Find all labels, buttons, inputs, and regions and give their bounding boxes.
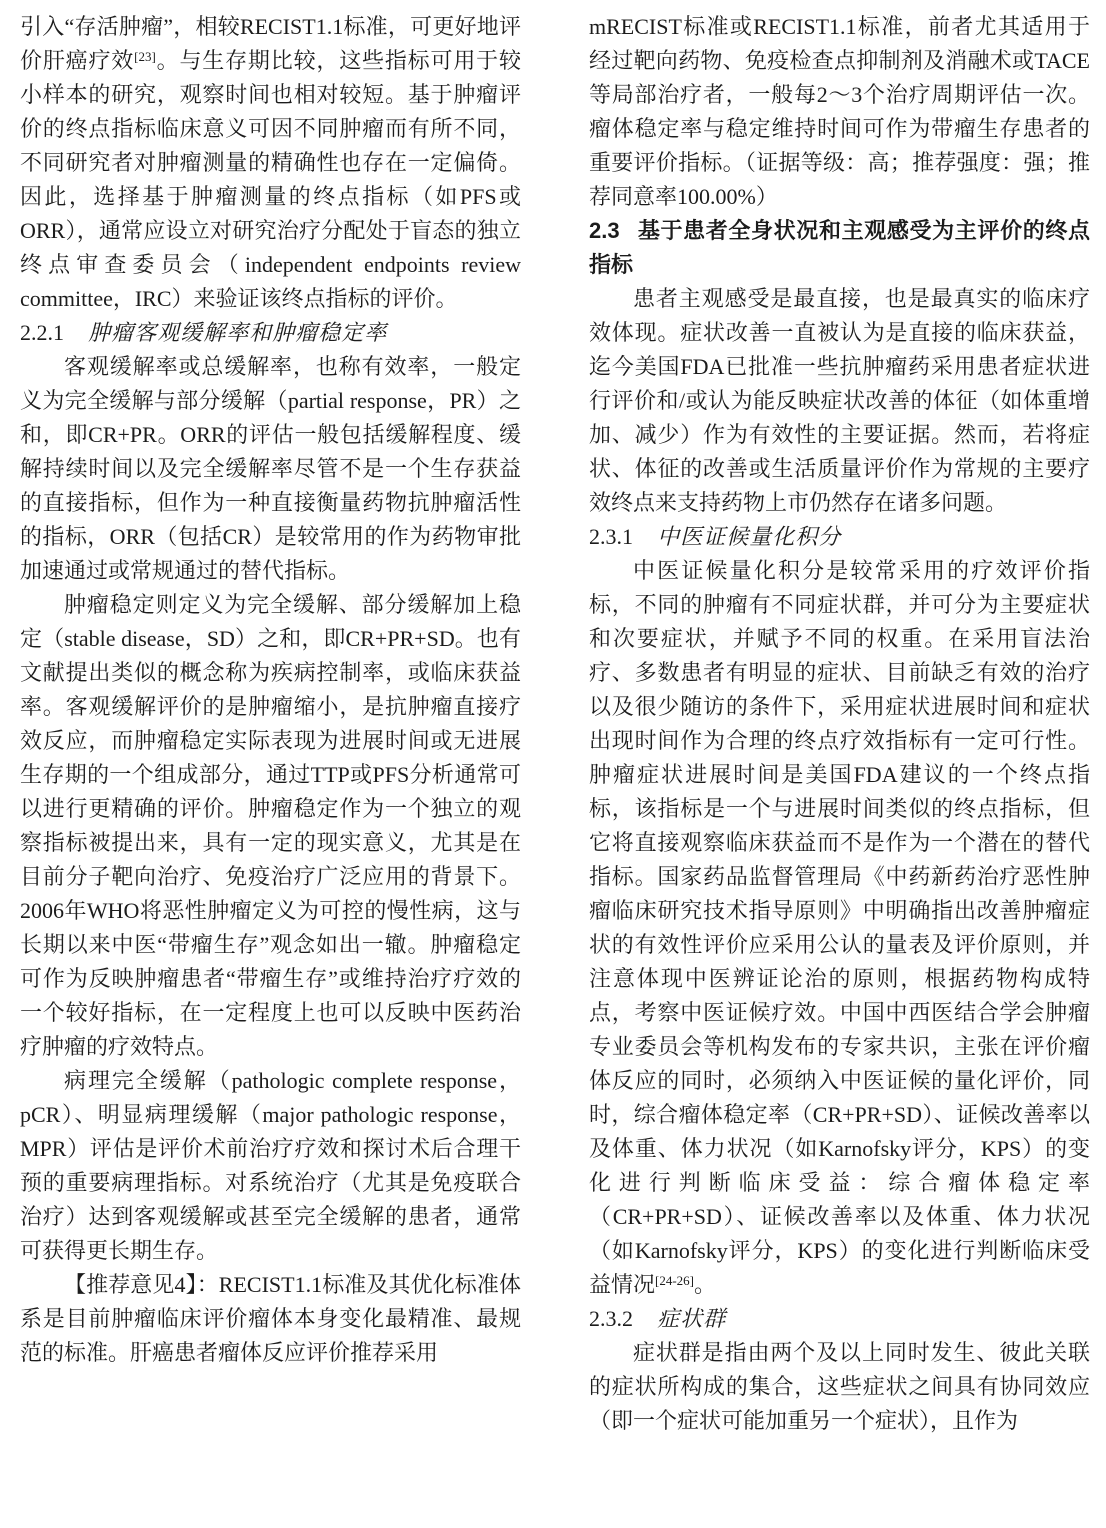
paragraph: 患者主观感受是最直接，也是最真实的临床疗效体现。症状改善一直被认为是直接的临床获益，迄今美国FDA已批准一些抗肿瘤药采用患者症状进行评价和/或认为能反映症状改善的体征（如体重增加、减少）作为有效性的主要证据。然而，若将症状、体征的改善或生活质量评价作为常规的主要疗效终点来支持药物上市仍然存在诸多问题。 (589, 286, 1090, 515)
heading-number: 2.3.2 (589, 1306, 633, 1331)
paragraph: 客观缓解率或总缓解率，也称有效率，一般定义为完全缓解与部分缓解（partial response，PR）之和，即CR+PR。ORR的评估一般包括缓解程度、缓解持续时间以及完全缓解率尽管不是一个生存获益的直接指标，但作为一种直接衡量药物抗肿瘤活性的指标，ORR（包括CR）是较常用的作为药物审批加速通过或常规通过的替代指标。 (20, 354, 521, 583)
section-heading (589, 214, 1090, 282)
citation-superscript: [24-26] (655, 1273, 695, 1288)
heading-title: 肿瘤客观缓解率和肿瘤稳定率 (88, 320, 388, 345)
paragraph: 中医证候量化积分是较常采用的疗效评价指标，不同的肿瘤有不同症状群，并可分为主要症状和次要症状，并赋予不同的权重。在采用盲法治疗、多数患者有明显的症状、目前缺乏有效的治疗以及很少随访的条件下，采用症状进展时间和症状出现时间作为合理的终点疗效指标有一定可行性。肿瘤症状进展时间是美国FDA建议的一个终点指标，该指标是一个与进展时间类似的终点指标，但它将直接观察临床获益而不是作为一个潜在的替代指标。国家药品监督管理局《中药新药治疗恶性肿瘤临床研究技术指导原则》中明确指出改善肿瘤症状的有效性评价应采用公认的量表及评价原则，并注意体现中医辨证论治的原则，根据药物构成特点，考察中医证候疗效。中国中西医结合学会肿瘤专业委员会等机构发布的专家共识，主张在评价瘤体反应的同时，必须纳入中医证候的量化评价，同时，综合瘤体稳定率（CR+PR+SD）、证候改善率以及体重、体力状况（如Karnofsky评分，KPS）的变化进行判断临床受益：综合瘤体稳定率（CR+PR+SD）、证候改善率以及体重、体力状况（如Karnofsky评分，KPS）的变化进行判断临床受益情况[24-26]。 (589, 558, 1090, 1297)
paragraph: mRECIST标准或RECIST1.1标准，前者尤其适用于经过靶向药物、免疫检查点抑制剂及消融术或TACE等局部治疗者，一般每2～3个治疗周期评估一次。瘤体稳定率与稳定维持时间可作为带瘤生存患者的重要评价指标。（证据等级：高；推荐强度：强；推荐同意率100.00%） (589, 14, 1090, 209)
paragraph: 病理完全缓解（pathologic complete response，pCR）、明显病理缓解（major pathologic response，MPR）评估是评价术前治疗疗效和探讨术后合理干预的重要病理指标。对系统治疗（尤其是免疫联合治疗）达到客观缓解或甚至完全缓解的患者，通常可获得更长期生存。 (20, 1068, 521, 1263)
heading-number: 2.2.1 (20, 320, 64, 345)
paragraph: 【推荐意见4】：RECIST1.1标准及其优化标准体系是目前肿瘤临床评价瘤体本身变化最精准、最规范的标准。肝癌患者瘤体反应评价推荐采用 (20, 1272, 521, 1365)
left-column (20, 10, 521, 1528)
heading-number: 2.3.1 (589, 524, 633, 549)
subsection-heading (589, 1302, 1090, 1336)
subsection-heading (589, 520, 1090, 554)
heading-title: 基于患者全身状况和主观感受为主评价的终点指标 (589, 218, 1090, 277)
heading-title: 症状群 (657, 1306, 727, 1331)
heading-title: 中医证候量化积分 (657, 524, 842, 549)
paragraph: 引入“存活肿瘤”，相较RECIST1.1标准，可更好地评价肝癌疗效[23]。与生存期比较，这些指标可用于较小样本的研究，观察时间也相对较短。基于肿瘤评价的终点指标临床意义可因不同肿瘤而有所不同，不同研究者对肿瘤测量的精确性也存在一定偏倚。因此，选择基于肿瘤测量的终点指标（如PFS或ORR），通常应设立对研究治疗分配处于盲态的独立终点审查委员会（independent endpoints review committee，IRC）来验证该终点指标的评价。 (20, 14, 521, 311)
heading-number: 2.3 (589, 218, 620, 243)
paragraph: 肿瘤稳定则定义为完全缓解、部分缓解加上稳定（stable disease，SD）之和，即CR+PR+SD。也有文献提出类似的概念称为疾病控制率，或临床获益率。客观缓解评价的是肿瘤缩小，是抗肿瘤直接疗效反应，而肿瘤稳定实际表现为进展时间或无进展生存期的一个组成部分，通过TTP或PFS分析通常可以进行更精确的评价。肿瘤稳定作为一个独立的观察指标被提出来，具有一定的现实意义，尤其是在目前分子靶向治疗、免疫治疗广泛应用的背景下。2006年WHO将恶性肿瘤定义为可控的慢性病，这与长期以来中医“带瘤生存”观念如出一辙。肿瘤稳定可作为反映肿瘤患者“带瘤生存”或维持治疗疗效的一个较好指标，在一定程度上也可以反映中医药治疗肿瘤的疗效特点。 (20, 592, 521, 1059)
right-column (589, 10, 1090, 1528)
paragraph: 症状群是指由两个及以上同时发生、彼此关联的症状所构成的集合，这些症状之间具有协同效应（即一个症状可能加重另一个症状），且作为 (589, 1340, 1090, 1433)
subsection-heading (20, 316, 521, 350)
citation-superscript: [23] (134, 49, 156, 64)
